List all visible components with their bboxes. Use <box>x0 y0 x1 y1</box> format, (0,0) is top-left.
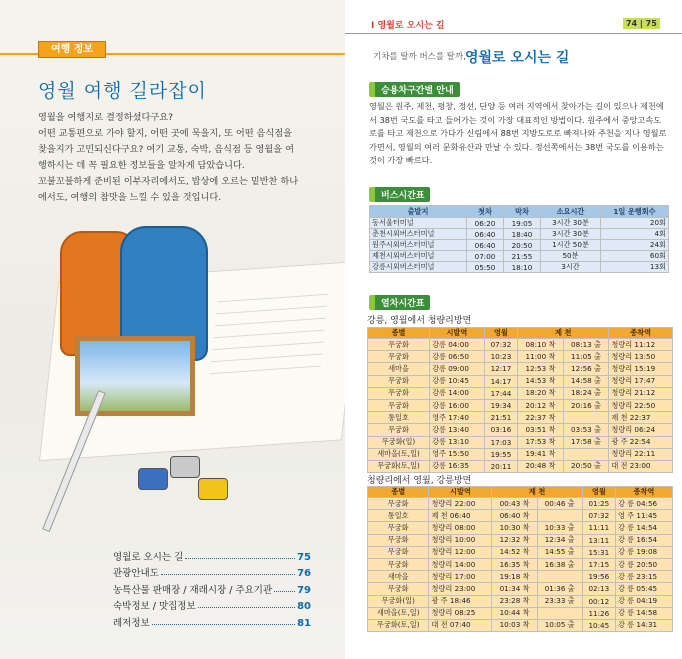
table-cell: 청량리 23:00 <box>429 583 492 595</box>
table-cell: 동서울터미널 <box>370 218 467 229</box>
table-row <box>370 251 669 262</box>
table-cell: 12:32 착 <box>492 534 537 546</box>
table-cell: 강릉 16:00 <box>430 399 485 411</box>
table-cell: 10:30 착 <box>492 522 537 534</box>
table-cell: 22:37 착 <box>518 412 564 424</box>
table-cell: 강 릉 23:15 <box>615 571 672 583</box>
table-row <box>368 363 673 375</box>
table-cell: 50분 <box>540 251 600 262</box>
table-cell: 10:33 출 <box>537 522 582 534</box>
table-cell: 17:58 출 <box>563 436 609 448</box>
table-cell: 20:48 착 <box>518 460 564 472</box>
table-cell: 무궁화 <box>368 375 430 387</box>
intro-line: 어떤 교통편으로 가야 할지, 어떤 곳에 묵을지, 또 어떤 음식점을 <box>38 128 293 139</box>
table-cell <box>563 448 609 460</box>
table-cell: 1시간 50분 <box>540 240 600 251</box>
table-row <box>368 448 673 460</box>
table-cell: 24회 <box>601 240 669 251</box>
column-header: 1일 운행회수 <box>601 206 669 218</box>
table-cell: 20회 <box>601 218 669 229</box>
toc-item[interactable] <box>113 563 311 580</box>
table-cell: 13:11 <box>582 534 615 546</box>
table-cell: 12:53 착 <box>518 363 564 375</box>
table-cell: 07:32 <box>582 510 615 522</box>
table-cell: 청량리 22:50 <box>609 399 673 411</box>
toc-label: 레저정보 <box>113 617 150 629</box>
column-header: 첫차 <box>467 206 504 218</box>
table-cell: 16:38 출 <box>537 558 582 570</box>
table-cell: 무궁화 <box>368 546 429 558</box>
table-row <box>368 510 673 522</box>
table-cell: 강릉 06:50 <box>430 351 485 363</box>
table-header-row <box>368 328 673 339</box>
table-cell: 강 릉 14:31 <box>615 619 672 631</box>
clip-image <box>198 478 228 500</box>
table-cell: 무궁화 <box>368 339 430 351</box>
table-cell: 제 천 06:40 <box>429 510 492 522</box>
table-cell: 23:33 출 <box>537 595 582 607</box>
table-cell: 17:15 <box>582 558 615 570</box>
table-cell: 11:26 <box>582 607 615 619</box>
table-cell: 06:40 착 <box>492 510 537 522</box>
table-row <box>368 607 673 619</box>
table-cell: 강 릉 14:54 <box>615 522 672 534</box>
table-cell: 새마을 <box>368 363 430 375</box>
toc-label: 농특산물 판매장 / 재래시장 / 주요기관 <box>113 584 273 596</box>
table-cell: 무궁화 <box>368 583 429 595</box>
table-row <box>368 522 673 534</box>
table-cell: 06:40 <box>467 229 504 240</box>
toc-item[interactable] <box>113 596 311 613</box>
column-header: 종별 <box>368 328 430 339</box>
table-cell: 제천시외버스터미널 <box>370 251 467 262</box>
table-cell: 02:13 <box>582 583 615 595</box>
table-cell: 19:34 <box>484 399 518 411</box>
table-cell: 13회 <box>601 262 669 273</box>
toc-page: 76 <box>297 568 311 579</box>
table-cell: 06:40 <box>467 240 504 251</box>
table-cell: 19:55 <box>484 448 518 460</box>
intro-line: 영월을 여행지로 결정하셨다구요? <box>38 112 173 123</box>
section-heading-car: 승용차구간별 안내 <box>369 82 460 97</box>
table-cell: 청량리 11:12 <box>609 339 673 351</box>
table-cell: 새마을(토,일) <box>368 448 430 460</box>
table-cell: 광 주 22:54 <box>609 436 673 448</box>
train-direction-heading: 청량리에서 영월, 강릉방면 <box>367 476 472 486</box>
table-cell: 00:12 <box>582 595 615 607</box>
table-cell: 03:53 출 <box>563 424 609 436</box>
table-cell: 청량리 22:11 <box>609 448 673 460</box>
table-row <box>368 498 673 510</box>
toc-label: 숙박정보 / 맛집정보 <box>113 601 196 612</box>
table-cell: 20:50 출 <box>563 460 609 472</box>
table-cell: 강릉 13:10 <box>430 436 485 448</box>
table-cell: 11:11 <box>582 522 615 534</box>
table-cell: 무궁화 <box>368 399 430 411</box>
running-head: I 영월로 오시는 길 <box>371 21 445 31</box>
table-cell: 통일호 <box>368 412 430 424</box>
table-cell: 춘천시외버스터미널 <box>370 229 467 240</box>
table-row <box>368 436 673 448</box>
table-cell <box>537 607 582 619</box>
table-cell: 17:53 착 <box>518 436 564 448</box>
table-row <box>368 619 673 631</box>
table-cell: 원주시외버스터미널 <box>370 240 467 251</box>
table-cell: 19:05 <box>503 218 540 229</box>
table-cell: 14:58 출 <box>563 375 609 387</box>
table-cell: 19:18 착 <box>492 571 537 583</box>
table-cell: 청량리 17:47 <box>609 375 673 387</box>
table-cell: 03:16 <box>484 424 518 436</box>
table-cell: 무궁화(일) <box>368 595 429 607</box>
toc-page: 75 <box>297 551 311 563</box>
column-header: 종착역 <box>615 487 672 498</box>
table-cell: 20:11 <box>484 460 518 472</box>
table-cell: 영주 17:40 <box>430 412 485 424</box>
table-cell: 무궁화 <box>368 558 429 570</box>
table-cell: 60회 <box>601 251 669 262</box>
bus-timetable <box>369 205 669 273</box>
table-row <box>368 595 673 607</box>
column-header: 종착역 <box>609 328 673 339</box>
table-row <box>368 558 673 570</box>
table-row <box>368 460 673 472</box>
table-cell: 청량리 08:25 <box>429 607 492 619</box>
table-cell: 14:52 착 <box>492 546 537 558</box>
intro-line: 꼬불꼬불하게 준비된 이부자리에서도, 밥상에 오르는 밑반찬 하나 <box>38 176 299 187</box>
train-timetable-to-seoul <box>367 327 673 473</box>
table-cell: 08:13 출 <box>563 339 609 351</box>
table-cell: 강 릉 20:50 <box>615 558 672 570</box>
section-heading-bus: 버스시간표 <box>369 187 430 202</box>
table-cell <box>563 412 609 424</box>
table-cell: 07:32 <box>484 339 518 351</box>
table-cell: 05:50 <box>467 262 504 273</box>
table-cell: 무궁화 <box>368 498 429 510</box>
toc-item[interactable] <box>113 579 311 596</box>
table-cell: 대 전 07:40 <box>429 619 492 631</box>
toc-leader <box>198 607 295 608</box>
table-cell: 20:16 출 <box>563 399 609 411</box>
column-header: 소요시간 <box>540 206 600 218</box>
table-cell: 강릉 14:00 <box>430 387 485 399</box>
column-header: 제 천 <box>518 328 609 339</box>
section-tag: 여행 정보 <box>38 41 106 58</box>
clip-image <box>138 468 168 490</box>
table-cell: 강릉 09:00 <box>430 363 485 375</box>
table-cell: 청량리 13:50 <box>609 351 673 363</box>
page-numbers: 74 | 75 <box>623 18 660 29</box>
table-cell: 12:56 출 <box>563 363 609 375</box>
table-cell: 19:41 착 <box>518 448 564 460</box>
table-cell: 청량리 10:00 <box>429 534 492 546</box>
car-route-paragraph: 영월은 원주, 제천, 평창, 정선, 단양 등 여러 지역에서 찾아가는 길이 있으나 제천에서 38번 국도를 타고 들어가는 것이 가장 대표적인 방법이다. 원주에서 중앙고속도로를 타고 제천으로 가다가 신림에서 88번 지방도로로 빠져나와 주천을 지나 영월로 가면서, 영월의 여러 문화유산과 만날 수 있다. 정선쪽에서는 38번 국도를 이용하는 것이 가장 빠르다. <box>369 101 667 165</box>
train-timetable-to-gangneung <box>367 486 673 632</box>
table-row <box>370 229 669 240</box>
table-row <box>368 571 673 583</box>
table-cell: 강 릉 14:58 <box>615 607 672 619</box>
table-of-contents <box>113 546 311 629</box>
column-header: 영월 <box>484 328 518 339</box>
table-row <box>368 583 673 595</box>
table-cell: 청량리 17:00 <box>429 571 492 583</box>
table-cell: 23:28 착 <box>492 595 537 607</box>
column-header: 종별 <box>368 487 429 498</box>
table-cell: 18:24 출 <box>563 387 609 399</box>
table-cell: 11:05 출 <box>563 351 609 363</box>
table-cell: 10:45 <box>582 619 615 631</box>
toc-label: 영월로 오시는 길 <box>113 551 184 563</box>
table-cell: 통일호 <box>368 510 429 522</box>
page-title: 영월 여행 길라잡이 <box>38 80 207 102</box>
table-row <box>368 424 673 436</box>
table-row <box>368 387 673 399</box>
table-row <box>370 218 669 229</box>
table-cell: 강 릉 04:19 <box>615 595 672 607</box>
table-cell: 강릉 10:45 <box>430 375 485 387</box>
table-cell: 12:17 <box>484 363 518 375</box>
main-title: 영월로 오시는 길 <box>465 50 570 66</box>
header-rule <box>345 33 682 34</box>
table-row <box>368 399 673 411</box>
table-row <box>368 375 673 387</box>
section-heading-train: 열차시간표 <box>369 295 430 310</box>
intro-text <box>38 110 328 206</box>
table-cell: 대 전 23:00 <box>609 460 673 472</box>
table-row <box>368 339 673 351</box>
table-cell: 19:56 <box>582 571 615 583</box>
table-cell: 08:10 착 <box>518 339 564 351</box>
column-header: 제 천 <box>492 487 582 498</box>
table-cell: 새마을(토,일) <box>368 607 429 619</box>
table-row <box>368 534 673 546</box>
intro-line: 행하시는 데 꼭 필요한 정보들을 알차게 담았습니다. <box>38 160 245 171</box>
table-cell: 18:20 착 <box>518 387 564 399</box>
table-cell: 제 천 22:37 <box>609 412 673 424</box>
table-cell: 3시간 <box>540 262 600 273</box>
table-row <box>370 262 669 273</box>
table-cell: 강 릉 16:54 <box>615 534 672 546</box>
table-cell: 무궁화 <box>368 534 429 546</box>
intro-line: 에서도, 여행의 참맛을 느낄 수 있을 것입니다. <box>38 192 222 203</box>
table-cell: 강 릉 04:56 <box>615 498 672 510</box>
table-cell: 무궁화 <box>368 351 430 363</box>
table-cell: 10:05 출 <box>537 619 582 631</box>
travel-illustration <box>20 216 345 536</box>
table-cell <box>537 510 582 522</box>
toc-item[interactable] <box>113 612 311 629</box>
table-cell: 14:55 출 <box>537 546 582 558</box>
table-cell: 01:36 출 <box>537 583 582 595</box>
train-direction-heading: 강릉, 영월에서 청량리방면 <box>367 316 472 326</box>
table-cell: 21:55 <box>503 251 540 262</box>
table-cell: 무궁화 <box>368 424 430 436</box>
table-cell: 무궁화(일) <box>368 436 430 448</box>
table-cell: 20:12 착 <box>518 399 564 411</box>
table-cell: 21:51 <box>484 412 518 424</box>
table-row <box>370 240 669 251</box>
column-header: 시발역 <box>430 328 485 339</box>
table-cell: 청량리 08:00 <box>429 522 492 534</box>
table-cell <box>537 571 582 583</box>
table-cell: 01:34 착 <box>492 583 537 595</box>
table-cell: 17:44 <box>484 387 518 399</box>
table-cell: 영주 15:50 <box>430 448 485 460</box>
intro-line: 찾을지가 고민되신다구요? 여기 교통, 숙박, 음식점 등 영월을 여 <box>38 144 294 155</box>
toc-leader <box>274 591 295 592</box>
toc-item[interactable] <box>113 546 311 563</box>
table-row <box>368 412 673 424</box>
toc-page: 81 <box>297 617 311 629</box>
table-cell: 청량리 06:24 <box>609 424 673 436</box>
toc-leader <box>185 558 295 559</box>
table-cell: 청량리 14:00 <box>429 558 492 570</box>
table-cell: 강 릉 19:08 <box>615 546 672 558</box>
table-cell: 무궁화 <box>368 522 429 534</box>
table-cell: 3시간 30분 <box>540 218 600 229</box>
column-header: 출발지 <box>370 206 467 218</box>
table-header-row <box>368 487 673 498</box>
table-cell: 06:20 <box>467 218 504 229</box>
table-cell: 12:34 출 <box>537 534 582 546</box>
table-cell: 07:00 <box>467 251 504 262</box>
table-cell: 10:44 착 <box>492 607 537 619</box>
toc-page: 79 <box>297 584 311 596</box>
clip-image <box>170 456 200 478</box>
table-cell: 강릉 16:35 <box>430 460 485 472</box>
table-cell: 17:03 <box>484 436 518 448</box>
table-cell: 10:23 <box>484 351 518 363</box>
table-cell: 4회 <box>601 229 669 240</box>
table-cell: 18:10 <box>503 262 540 273</box>
table-cell: 무궁화 <box>368 387 430 399</box>
table-cell: 무궁화(토,일) <box>368 619 429 631</box>
column-header: 영월 <box>582 487 615 498</box>
table-cell: 영 주 11:45 <box>615 510 672 522</box>
toc-page: 80 <box>297 601 311 612</box>
table-cell: 청량리 12:00 <box>429 546 492 558</box>
toc-label: 관광안내도 <box>113 568 159 579</box>
table-cell: 18:40 <box>503 229 540 240</box>
table-cell: 청량리 22:00 <box>429 498 492 510</box>
table-cell: 00:46 출 <box>537 498 582 510</box>
table-cell: 14:17 <box>484 375 518 387</box>
table-cell: 01:25 <box>582 498 615 510</box>
table-cell: 강릉 13:40 <box>430 424 485 436</box>
table-cell: 15:31 <box>582 546 615 558</box>
table-cell: 10:03 착 <box>492 619 537 631</box>
toc-leader <box>152 624 295 625</box>
table-cell: 14:53 착 <box>518 375 564 387</box>
table-row <box>368 351 673 363</box>
table-cell: 강릉시외버스터미널 <box>370 262 467 273</box>
subtitle: 기차를 탈까 버스를 탈까, <box>373 52 466 62</box>
table-cell: 청량리 21:12 <box>609 387 673 399</box>
column-header: 시발역 <box>429 487 492 498</box>
table-cell: 청량리 15:19 <box>609 363 673 375</box>
table-cell: 20:50 <box>503 240 540 251</box>
table-cell: 16:35 착 <box>492 558 537 570</box>
table-row <box>368 546 673 558</box>
table-cell: 00:43 착 <box>492 498 537 510</box>
toc-leader <box>161 574 295 575</box>
table-header-row <box>370 206 669 218</box>
right-page <box>345 0 682 659</box>
table-cell: 3시간 30분 <box>540 229 600 240</box>
column-header: 막차 <box>503 206 540 218</box>
table-cell: 강 릉 05:45 <box>615 583 672 595</box>
table-cell: 11:00 착 <box>518 351 564 363</box>
table-cell: 새마을 <box>368 571 429 583</box>
table-cell: 무궁화(토,일) <box>368 460 430 472</box>
table-cell: 03:51 착 <box>518 424 564 436</box>
table-cell: 광 주 18:46 <box>429 595 492 607</box>
table-cell: 강릉 04:00 <box>430 339 485 351</box>
